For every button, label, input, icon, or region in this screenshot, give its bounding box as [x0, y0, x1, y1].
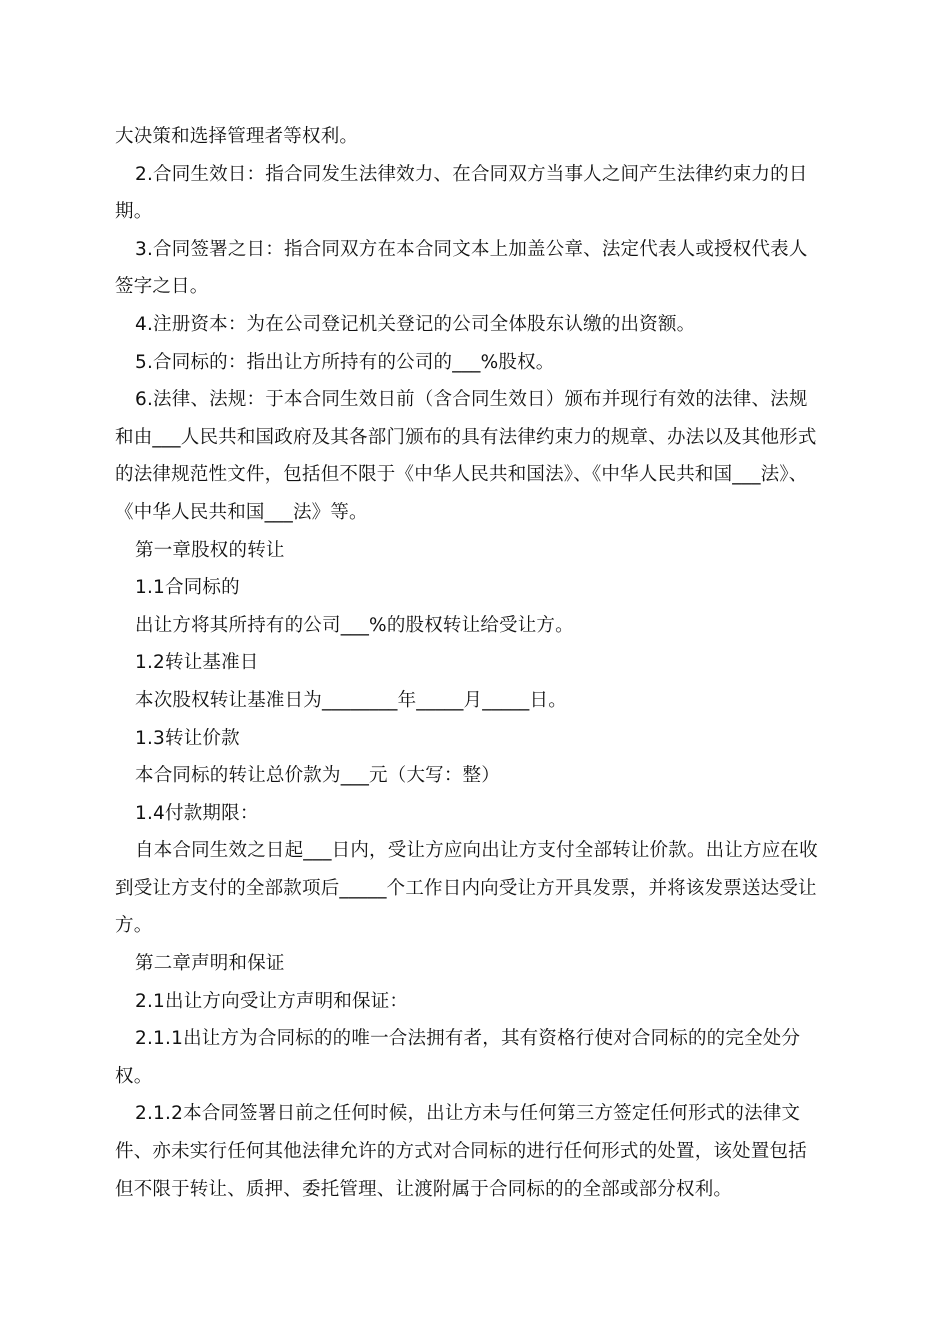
section-2-1-heading: 2.1出让方向受让方声明和保证：: [135, 990, 409, 1012]
paragraph-line: 本次股权转让基准日为________年_____月_____日。: [135, 689, 567, 711]
definition-5-line: 5.合同标的：指出让方所持有的公司的___%股权。: [135, 351, 555, 373]
section-1-4-heading: 1.4付款期限：: [135, 802, 259, 824]
paragraph-line: 但不限于转让、质押、委托管理、让渡附属于合同标的的全部或部分权利。: [115, 1178, 733, 1200]
section-1-3-heading: 1.3转让价款: [135, 727, 240, 749]
definition-3-line: 3.合同签署之日：指合同双方在本合同文本上加盖公章、法定代表人或授权代表人: [135, 238, 808, 260]
paragraph-line: 出让方将其所持有的公司___%的股权转让给受让方。: [135, 614, 574, 636]
paragraph-line: 的法律规范性文件，包括但不限于《中华人民共和国法》、《中华人民共和国___法》、: [115, 464, 808, 486]
paragraph-line: 到受让方支付的全部款项后_____个工作日内向受让方开具发票，并将该发票送达受让: [115, 877, 817, 899]
clause-2-1-2-line: 2.1.2本合同签署日前之任何时候，出让方未与任何第三方签定任何形式的法律文: [135, 1103, 801, 1125]
chapter-2-heading: 第二章声明和保证: [135, 953, 285, 975]
definition-6-line: 6.法律、法规：于本合同生效日前（含合同生效日）颁布并现行有效的法律、法规: [135, 389, 808, 411]
paragraph-line: 本合同标的转让总价款为___元（大写：整）: [135, 765, 500, 787]
section-1-2-heading: 1.2转让基准日: [135, 652, 259, 674]
paragraph-line: 件、亦未实行任何其他法律允许的方式对合同标的进行任何形式的处置，该处置包括: [115, 1141, 807, 1163]
paragraph-line: 《中华人民共和国___法》等。: [115, 501, 368, 523]
chapter-1-heading: 第一章股权的转让: [135, 539, 285, 561]
clause-2-1-1-line: 2.1.1出让方为合同标的的唯一合法拥有者，其有资格行使对合同标的的完全处分: [135, 1028, 801, 1050]
paragraph-line: 签字之日。: [115, 276, 209, 298]
paragraph-line: 权。: [115, 1065, 153, 1087]
paragraph-line: 大决策和选择管理者等权利。: [115, 126, 359, 147]
section-1-1-heading: 1.1合同标的: [135, 577, 240, 599]
definition-4-line: 4.注册资本：为在公司登记机关登记的公司全体股东认缴的出资额。: [135, 313, 696, 335]
paragraph-line: 和由___人民共和国政府及其各部门颁布的具有法律约束力的规章、办法以及其他形式: [115, 426, 817, 448]
document-body: [115, 118, 850, 1208]
definition-2-line: 2.合同生效日：指合同发生法律效力、在合同双方当事人之间产生法律约束力的日: [135, 163, 808, 185]
paragraph-line: 方。: [115, 915, 153, 937]
paragraph-line: 自本合同生效之日起___日内，受让方应向出让方支付全部转让价款。出让方应在收: [135, 840, 818, 862]
paragraph-line: 期。: [115, 201, 153, 223]
